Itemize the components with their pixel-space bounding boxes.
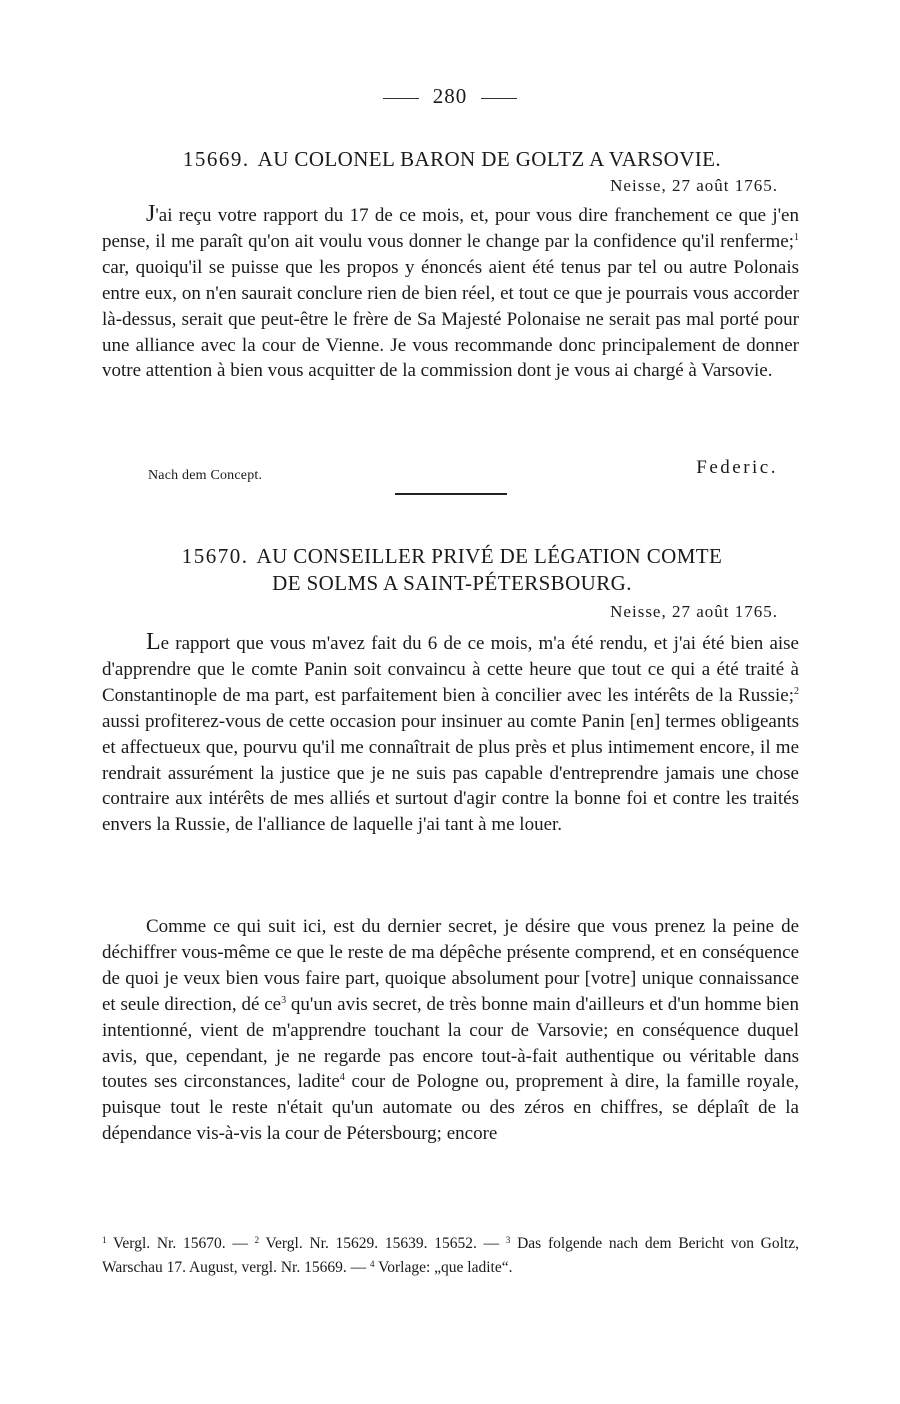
body-text: qu'un avis secret, de très bonne main d'ailleurs et d'un homme bien intentionné, vient de m'apprendre touchant la cour de Varsovie; en conséquence duquel avis, que, cependant, je ne regarde pas encore tout-à-fait authentique ou véritable dans toutes ses circonstances, ladite (102, 993, 799, 1093)
letter-15670-paragraph-1 (102, 630, 799, 838)
letter-heading-line-1: AU CONSEILLER PRIVÉ DE LÉGATION COMTE (256, 544, 723, 568)
letter-15670-paragraph-2 (102, 914, 799, 1147)
footnote-text: Vorlage: „que ladite“. (374, 1258, 513, 1276)
footnote-marker: 4 (369, 1258, 375, 1269)
body-text: e rapport que vous m'avez fait du 6 de ce mois, m'a été rendu, et j'ai été bien aise d'apprendre que le comte Panin soit convaincu à cette heure que tout ce qui a été traité à Constantinople de ma part, est parfaitement bien à concilier avec les intérêts de la Russie; (102, 633, 799, 706)
page-number-dash-right (481, 98, 517, 99)
footnote-marker: 1 (102, 1235, 107, 1245)
page-number (0, 84, 900, 109)
footnote-ref: 4 (339, 1072, 345, 1084)
footnote-text: Vergl. Nr. 15629. 15639. 15652. — (259, 1235, 506, 1252)
source-note: Nach dem Concept. (148, 468, 263, 483)
body-text: cour de Pologne ou, proprement à dire, la famille royale, puisque tout le reste n'était qu'un automate ou des zéros en chiffres, se déplaît de la dépendance vis-à-vis la cour de Pétersbourg; encore (102, 1071, 799, 1145)
footnote-marker: 2 (254, 1235, 260, 1245)
footnote-text: Vergl. Nr. 15670. — (106, 1235, 255, 1252)
letter-15670-dateline: Neisse, 27 août 1765. (610, 602, 778, 621)
body-text: aussi profiterez-vous de cette occasion pour insinuer au comte Panin [en] termes obligeants et affectueux que, pourvu qu'il me connaîtrait de plus près et plus intimement encore, il me rendrait assurément la justice que je ne suis pas capable d'entreprendre jamais une chose contraire aux intérêts de mes alliés et surtout d'agir contre la bonne foi et contre les traités envers la Russie, de l'alliance de laquelle j'ai tant à me louer. (102, 710, 799, 836)
footnote-ref: 2 (794, 685, 799, 697)
letter-15669-body (102, 202, 799, 384)
page-number-dash-left (383, 98, 419, 99)
letter-heading-line-2: DE SOLMS A SAINT-PÉTERSBOURG. (272, 571, 632, 595)
section-separator (395, 493, 507, 495)
letter-number: 15669. (182, 147, 250, 171)
letter-15669-title (102, 146, 802, 173)
footnote-text: Das folgende nach dem Bericht von Goltz, Warschau 17. August, vergl. Nr. 15669. — (102, 1235, 799, 1276)
body-text: 'ai reçu votre rapport du 17 de ce mois, et, pour vous dire franchement ce que j'en pense, il me paraît qu'on ait voulu vous donner le change par la confidence qu'il renferme; (102, 205, 799, 252)
letter-15669-dateline: Neisse, 27 août 1765. (610, 176, 778, 195)
footnotes (102, 1232, 799, 1279)
initial-letter: L (146, 629, 161, 655)
letter-number: 15670. (181, 544, 249, 568)
initial-letter: J (146, 201, 156, 227)
letter-heading: AU COLONEL BARON DE GOLTZ A VARSOVIE. (257, 147, 722, 171)
body-text: Comme ce qui suit ici, est du dernier secret, je désire que vous prenez la peine de déchiffrer vous-même ce que le reste de ma dépêche présente comprend, et en conséquence de quoi je veux bien vous faire part, quoique absolument pour [votre] unique connaissance et seule direction, dé ce (102, 916, 799, 1015)
page-number-value: 280 (432, 84, 468, 108)
footnote-ref: 3 (281, 994, 287, 1006)
letter-15670-title (102, 543, 802, 597)
footnote-ref: 1 (794, 231, 799, 243)
body-text: car, quoiqu'il se puisse que les propos y énoncés aient été tenus par tel ou autre Polonais entre eux, on n'en saurait conclure rien de bien réel, et tout ce que je pourrais vous accorder là-dessus, serait que peut-être le frère de Sa Majesté Polonaise ne serait pas mal porté pour une alliance avec la cour de Vienne. Je vous recommande donc principalement de donner votre attention à bien vous acquitter de la commission dont je vous ai chargé à Varsovie. (102, 256, 799, 382)
footnote-marker: 3 (505, 1235, 511, 1245)
signature: Federic. (696, 457, 778, 478)
